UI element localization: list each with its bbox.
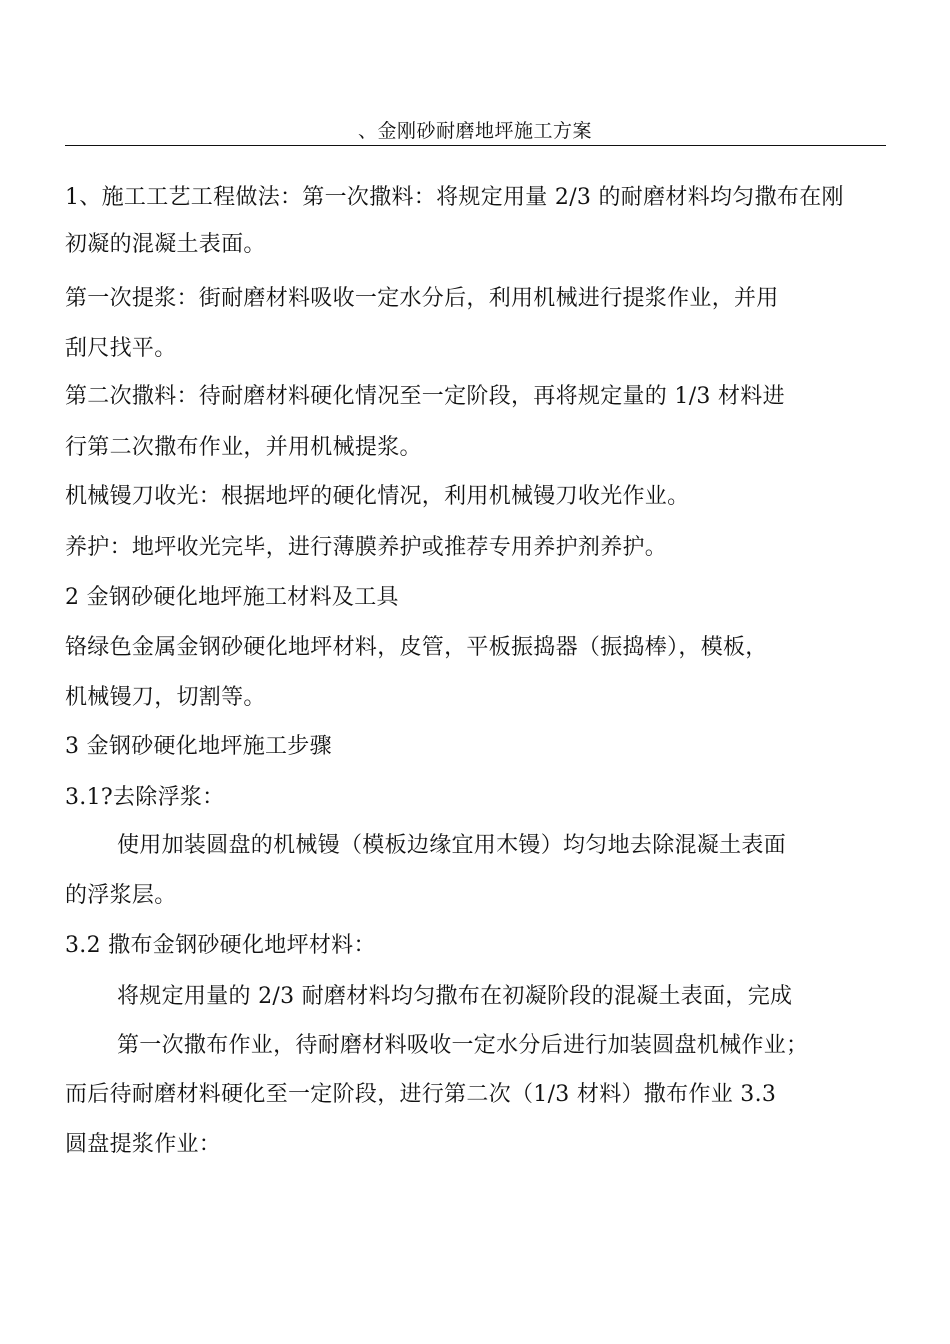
paragraph-line: 机械镘刀，切割等。	[65, 685, 266, 710]
paragraph-line: 使用加装圆盘的机械镘（模板边缘宜用木镘）均匀地去除混凝土表面	[117, 833, 787, 858]
paragraph-line: 第一次提浆：街耐磨材料吸收一定水分后，利用机械进行提浆作业，并用	[65, 286, 779, 311]
subsection-heading: 3.2 撒布金钢砂硬化地坪材料：	[65, 933, 376, 958]
paragraph-line: 1、施工工艺工程做法：第一次撒料：将规定用量 2/3 的耐磨材料均匀撒布在刚	[65, 185, 844, 210]
paragraph-line: 养护：地坪收光完毕，进行薄膜养护或推荐专用养护剂养护。	[65, 535, 668, 560]
document-title: 、金刚砂耐磨地坪施工方案	[357, 120, 592, 142]
paragraph-line: 机械镘刀收光：根据地坪的硬化情况，利用机械镘刀收光作业。	[65, 484, 690, 509]
paragraph-line: 圆盘提浆作业：	[65, 1132, 222, 1157]
paragraph-line: 行第二次撒布作业，并用机械提浆。	[65, 435, 422, 460]
paragraph-line: 铬绿色金属金钢砂硬化地坪材料，皮管，平板振捣器（振捣棒），模板，	[65, 635, 768, 660]
header-divider	[65, 145, 886, 146]
paragraph-line: 的浮浆层。	[65, 883, 177, 908]
paragraph-line: 刮尺找平。	[65, 336, 177, 361]
paragraph-line: 第二次撒料：待耐磨材料硬化情况至一定阶段，再将规定量的 1/3 材料进	[65, 384, 785, 409]
subsection-heading: 3.1?去除浮浆：	[65, 785, 225, 810]
paragraph-line: 而后待耐磨材料硬化至一定阶段，进行第二次（1/3 材料）撒布作业 3.3	[65, 1082, 777, 1107]
paragraph-line: 第一次撒布作业，待耐磨材料吸收一定水分后进行加装圆盘机械作业；	[117, 1033, 809, 1058]
paragraph-line: 将规定用量的 2/3 耐磨材料均匀撒布在初凝阶段的混凝土表面，完成	[117, 984, 793, 1009]
section-heading: 3 金钢砂硬化地坪施工步骤	[65, 734, 332, 759]
section-heading: 2 金钢砂硬化地坪施工材料及工具	[65, 585, 399, 610]
paragraph-line: 初凝的混凝土表面。	[65, 232, 266, 257]
